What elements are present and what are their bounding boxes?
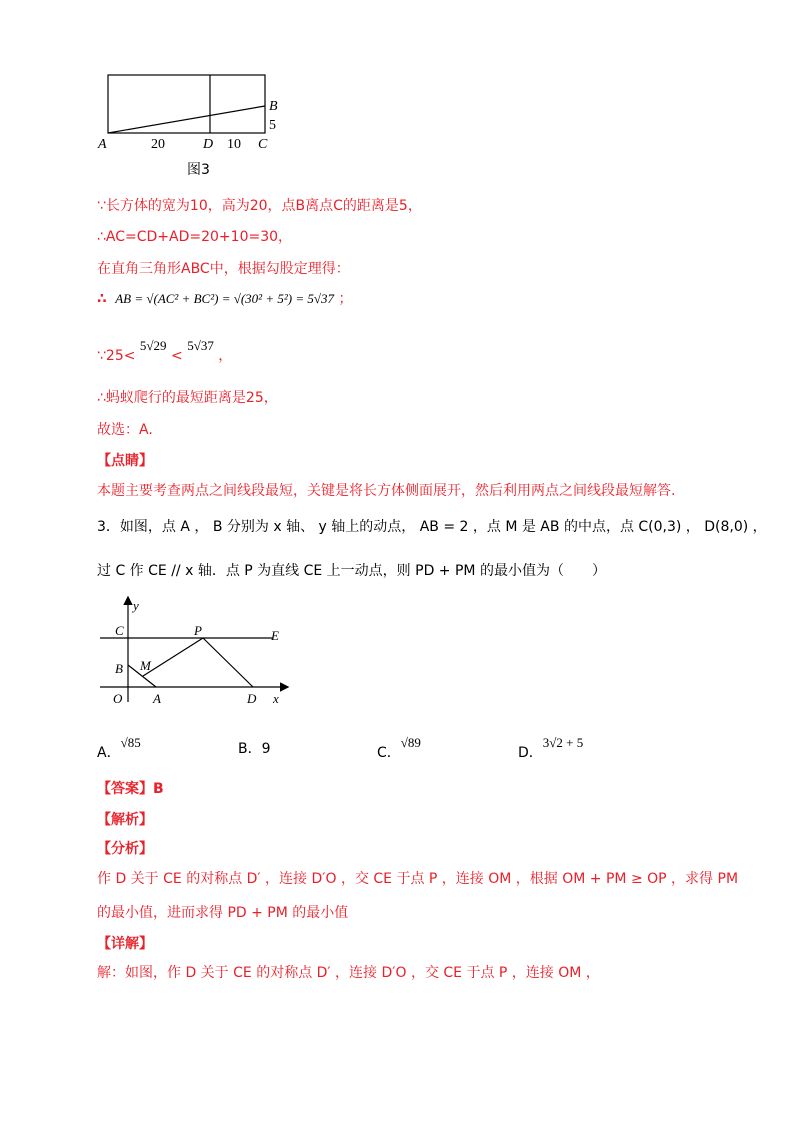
solution-line-2: ∴AC=CD+AD=20+10=30，	[97, 229, 293, 245]
question-3-coordinate-figure	[95, 590, 295, 708]
label-A: A	[153, 691, 161, 706]
comparison-value-1: 5√29	[139, 338, 167, 353]
comparison-start: ∵25<	[97, 348, 136, 364]
label-P: P	[194, 623, 202, 638]
option-d-value: 3√2 + 5	[542, 735, 584, 750]
solution-line-7: 故选：A.	[97, 422, 153, 438]
option-d-letter: D．	[518, 745, 543, 761]
figure-3-rect	[108, 75, 265, 133]
option-c-value: √89	[400, 735, 421, 750]
comparison-less-than: <	[171, 348, 183, 364]
option-c[interactable]	[377, 735, 421, 762]
solution-line-1: ∵长方体的宽为10，高为20，点B离点C的距离是5，	[97, 198, 422, 214]
therefore-symbol: ∴	[97, 291, 107, 307]
analysis-heading: 【解析】	[97, 812, 153, 828]
detail-line-1: 解：如图，作 D 关于 CE 的对称点 D′ ，连接 D′O ，交 CE 于点 P ，连接 OM ，	[97, 965, 600, 981]
fenxi-heading: 【分析】	[97, 841, 153, 857]
question-3-line-1: 3．如图，点 A ， B 分别为 x 轴、 y 轴上的动点， AB = 2 ，点 M 是 AB 的中点，点 C(0,3) ， D(8,0) ，	[97, 519, 767, 535]
note-heading: 【点睛】	[97, 453, 153, 469]
fenxi-line-2: 的最小值，进而求得 PD + PM 的最小值	[97, 905, 349, 921]
question-3-line-2: 过 C 作 CE // x 轴．点 P 为直线 CE 上一动点，则 PD + PM 的最小值为（ ）	[97, 563, 606, 579]
option-b[interactable]	[238, 738, 271, 758]
segment-PD	[203, 638, 253, 687]
option-d[interactable]	[518, 735, 583, 762]
solution-line-4	[97, 288, 352, 308]
label-M: M	[140, 658, 151, 673]
label-x: x	[273, 691, 279, 706]
option-a-letter: A．	[97, 745, 121, 761]
figure-3-label-C: C	[258, 137, 268, 152]
solution-line-3: 在直角三角形ABC中，根据勾股定理得：	[97, 261, 350, 277]
figure-3-len-AD: 20	[151, 137, 165, 152]
figure-3-len-BC: 5	[269, 118, 276, 133]
option-a[interactable]	[97, 735, 141, 762]
pythagoras-formula: AB = √(AC² + BC²) = √(30² + 5²) = 5√37	[115, 291, 334, 306]
formula-suffix: ；	[338, 291, 353, 307]
comparison-end: ，	[218, 348, 233, 364]
note-text: 本题主要考查两点之间线段最短，关键是将长方体侧面展开，然后利用两点之间线段最短解答.	[97, 483, 676, 499]
comparison-value-2: 5√37	[187, 338, 214, 353]
option-c-letter: C．	[377, 745, 401, 761]
figure-3-label-B: B	[269, 99, 278, 114]
label-C: C	[115, 623, 124, 638]
figure-3-len-DC: 10	[227, 137, 241, 152]
figure-3-caption: 图3	[187, 162, 210, 178]
label-E: E	[271, 628, 279, 643]
segment-PM	[143, 638, 203, 676]
answer: 【答案】B	[97, 781, 164, 797]
figure-3-label-D: D	[203, 137, 214, 152]
option-b-letter: B．	[238, 741, 262, 757]
figure-3-diagram	[95, 70, 295, 182]
figure-3-diagonal	[108, 106, 265, 133]
figure-3-label-A: A	[98, 137, 107, 152]
fenxi-line-1: 作 D 关于 CE 的对称点 D′ ，连接 D′O ，交 CE 于点 P ，连接 OM ，根据 OM + PM ≥ OP ，求得 PM	[97, 871, 739, 887]
option-b-value: 9	[261, 741, 271, 757]
label-D: D	[247, 691, 257, 706]
label-y: y	[133, 598, 139, 613]
solution-line-6: ∴蚂蚁爬行的最短距离是25，	[97, 390, 278, 406]
solution-line-5	[97, 338, 232, 365]
label-O: O	[113, 691, 123, 706]
option-a-value: √85	[120, 735, 141, 750]
detail-heading: 【详解】	[97, 936, 153, 952]
label-B: B	[115, 661, 123, 676]
